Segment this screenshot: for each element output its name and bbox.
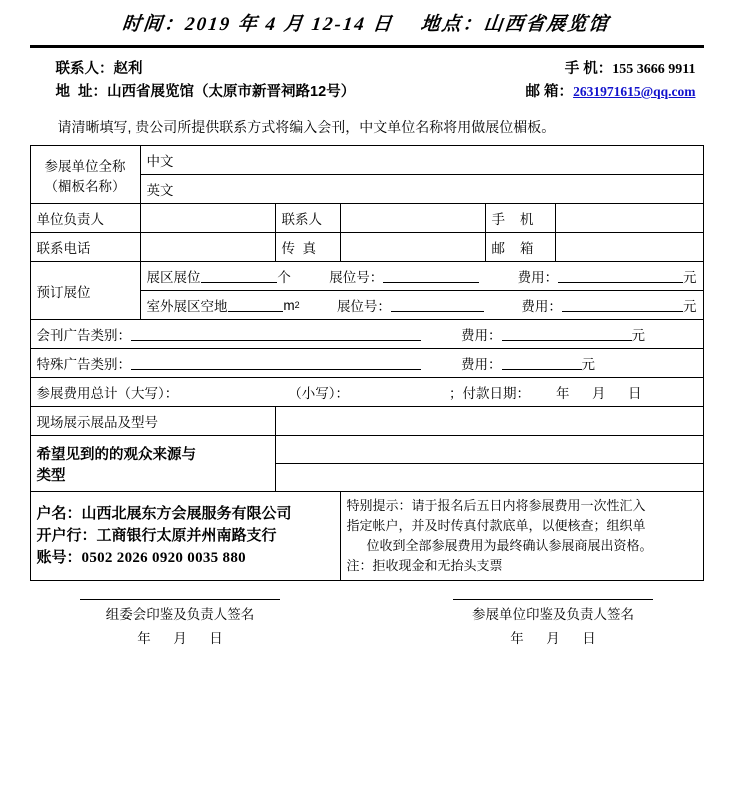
- exhibits-value-cell[interactable]: [275, 407, 703, 436]
- company-name-chinese-cell[interactable]: [140, 146, 703, 175]
- payment-date-label: ；付款日期：: [449, 386, 530, 401]
- email-link[interactable]: 2631971615@qq.com: [573, 84, 696, 99]
- special-ad-fee-field[interactable]: [502, 356, 582, 370]
- catalog-ad-line: [37, 324, 697, 344]
- contact-row-address: [30, 81, 704, 103]
- contact-address: [30, 81, 356, 103]
- table-row-company-chinese: [30, 146, 703, 175]
- yuan-label-2: 元: [683, 299, 697, 314]
- signature-organizer-label: 组委会印鉴及负责人签名: [105, 607, 255, 622]
- table-row-telephone: [30, 233, 703, 262]
- registration-form-table: [30, 145, 704, 581]
- table-row-audience-1: [30, 436, 703, 464]
- catalog-ad-cell[interactable]: [30, 320, 703, 349]
- contact-block: [30, 48, 704, 103]
- catalog-ad-label: 会刊广告类别：: [36, 328, 131, 343]
- special-tip-cell: [340, 492, 703, 581]
- special-ad-label: 特殊广告类别：: [36, 357, 131, 372]
- booth-outdoor-line: [147, 295, 697, 315]
- fee-field-1[interactable]: [558, 269, 683, 283]
- audience-label-line2: 类型: [36, 467, 66, 484]
- mailbox-value-cell[interactable]: [555, 233, 703, 262]
- bank-account-name-label: 户名：: [36, 505, 82, 522]
- fee-label-3: 费用：: [461, 328, 502, 343]
- booth-label-cell: 预订展位: [30, 262, 140, 320]
- mobile-value: 155 3666 9911: [612, 62, 696, 77]
- table-row-booth-indoor: [30, 262, 703, 291]
- signature-line-exhibitor[interactable]: [453, 599, 653, 600]
- fax-value-cell[interactable]: [340, 233, 485, 262]
- signature-exhibitor: [403, 599, 703, 647]
- telephone-label-cell: 联系电话: [30, 233, 140, 262]
- total-fee-line: [37, 382, 697, 402]
- special-ad-field[interactable]: [131, 356, 421, 370]
- bank-info-cell: [30, 492, 340, 581]
- mobile-value-cell[interactable]: [555, 204, 703, 233]
- booth-outdoor-cell[interactable]: [140, 291, 703, 320]
- catalog-ad-field[interactable]: [131, 327, 421, 341]
- tip-line-1: 特别提示：请于报名后五日内将参展费用一次性汇入: [346, 498, 646, 513]
- fee-field-2[interactable]: [562, 298, 683, 312]
- booth-indoor-cell[interactable]: [140, 262, 703, 291]
- contact-person-label: 联系人：: [55, 61, 114, 77]
- audience-value-cell-2[interactable]: [275, 464, 703, 492]
- contact-value-cell[interactable]: [340, 204, 485, 233]
- fill-instruction: 请清晰填写, 贵公司所提供联系方式将编入会刊，中文单位名称将用做展位楣板。: [57, 119, 556, 135]
- mailbox-label-cell: 邮 箱: [485, 233, 555, 262]
- tip-line-4: 注：拒收现金和无抬头支票: [346, 558, 503, 573]
- booth-indoor-count-field[interactable]: [201, 269, 278, 283]
- address-value: 山西省展览馆（太原市新晋祠路12号）: [107, 84, 356, 100]
- special-ad-line: [37, 353, 697, 373]
- table-row-total-fee: [30, 378, 703, 407]
- yuan-label-3: 元: [631, 328, 645, 343]
- table-row-exhibits: [30, 407, 703, 436]
- catalog-ad-fee-field[interactable]: [502, 327, 632, 341]
- yuan-label-1: 元: [683, 270, 697, 285]
- booth-outdoor-prefix: 室外展区空地: [146, 299, 228, 314]
- email-label: 邮 箱：: [525, 84, 574, 100]
- signature-exhibitor-label: 参展单位印鉴及负责人签名: [472, 607, 634, 622]
- fee-label-2: 费用：: [521, 299, 562, 314]
- bank-name-row: [37, 525, 334, 547]
- total-fee-small-field[interactable]: [349, 386, 449, 399]
- company-name-label-line2: （楣板名称）: [44, 178, 126, 194]
- bank-name-label: 开户行：: [36, 527, 97, 544]
- bank-account-name-value: 山西北展东方会展服务有限公司: [81, 505, 292, 522]
- booth-indoor-prefix: 展区展位: [146, 270, 201, 285]
- total-fee-label: 参展费用总计（大写）：: [36, 386, 179, 401]
- contact-person-value: 赵利: [113, 61, 143, 77]
- signature-organizer-date[interactable]: 年 月 日: [137, 631, 223, 646]
- tip-line-2: 指定帐户，并及时传真付款底单，以便核查；组织单: [346, 518, 646, 533]
- payment-date-field[interactable]: 年 月 日: [556, 386, 642, 401]
- signature-exhibitor-date[interactable]: 年 月 日: [510, 631, 596, 646]
- principal-value-cell[interactable]: [140, 204, 275, 233]
- audience-value-cell-1[interactable]: [275, 436, 703, 464]
- bank-account-name-row: [37, 503, 334, 525]
- tip-line-3: 位收到全部参展费用为最终确认参展商展出资格。: [366, 538, 653, 553]
- bank-account-no-label: 账号：: [36, 549, 82, 566]
- booth-indoor-line: [147, 266, 697, 286]
- total-fee-upper-field[interactable]: [178, 386, 288, 399]
- audience-label-cell: [30, 436, 275, 492]
- address-label: 地 址：: [55, 84, 108, 100]
- fee-label-1: 费用：: [517, 270, 559, 285]
- bank-name-value: 工商银行太原并州南路支行: [96, 527, 277, 544]
- booth-no-label-2: 展位号：: [336, 299, 391, 314]
- booth-no-field-2[interactable]: [391, 298, 484, 312]
- booth-no-label-1: 展位号：: [329, 270, 384, 285]
- company-name-label-line1: 参展单位全称: [44, 158, 126, 174]
- fax-label-cell: 传 真: [275, 233, 340, 262]
- chinese-label: 中文: [146, 154, 174, 169]
- yuan-label-4: 元: [581, 357, 595, 372]
- total-fee-cell[interactable]: [30, 378, 703, 407]
- company-name-label-cell: [30, 146, 140, 204]
- telephone-value-cell[interactable]: [140, 233, 275, 262]
- contact-email: [526, 81, 704, 103]
- booth-outdoor-unit: m: [283, 297, 295, 313]
- total-fee-small-label: （小写）：: [288, 386, 349, 401]
- table-row-catalog-ad: [30, 320, 703, 349]
- bank-account-no-value: 0502 2026 0920 0035 880: [81, 550, 246, 566]
- contact-row-person: [30, 58, 704, 81]
- english-label: 英文: [146, 183, 174, 198]
- contact-label-cell: 联系人: [275, 204, 340, 233]
- signature-line-organizer[interactable]: [80, 599, 280, 600]
- exhibits-label-cell: 现场展示展品及型号: [30, 407, 275, 436]
- company-name-english-cell[interactable]: [140, 175, 703, 204]
- fee-label-4: 费用：: [461, 357, 502, 372]
- mobile-label-cell: 手 机: [485, 204, 555, 233]
- audience-label-line1: 希望见到的的观众来源与: [36, 446, 196, 463]
- mobile-label: 手 机：: [564, 61, 613, 77]
- principal-label-cell: 单位负责人: [30, 204, 140, 233]
- event-title: 时间：2019 年 4 月 12-14 日 地点：山西省展览馆: [120, 14, 611, 35]
- signature-organizer: [30, 599, 330, 647]
- booth-outdoor-area-field[interactable]: [228, 298, 284, 312]
- contact-person: [30, 58, 143, 81]
- signature-area: [30, 581, 703, 647]
- table-row-principal: [30, 204, 703, 233]
- table-row-bank-tip: [30, 492, 703, 581]
- booth-no-field-1[interactable]: [383, 269, 479, 283]
- booth-outdoor-unit-sup: 2: [294, 300, 300, 310]
- booth-indoor-unit: 个: [277, 270, 291, 285]
- bank-account-no-row: [37, 547, 334, 569]
- contact-mobile: [565, 58, 704, 81]
- special-ad-cell[interactable]: [30, 349, 703, 378]
- table-row-special-ad: [30, 349, 703, 378]
